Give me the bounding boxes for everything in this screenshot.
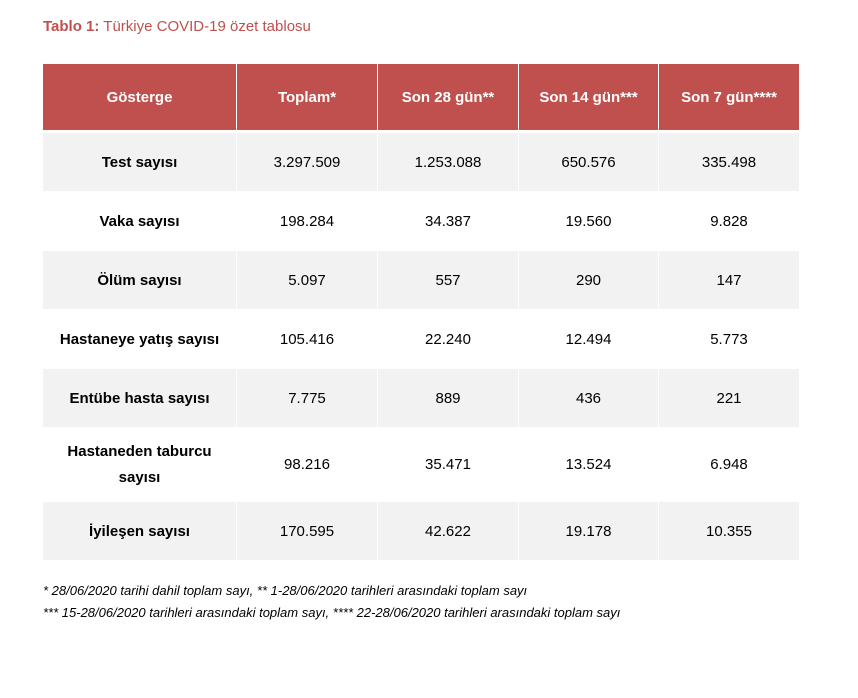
table-row (43, 132, 799, 191)
cell-total: 198.284 (236, 191, 377, 250)
table-row (43, 427, 799, 501)
cell-total: 5.097 (236, 250, 377, 309)
header-total: Toplam* (236, 64, 377, 132)
table-header-row (43, 64, 799, 132)
table-row (43, 501, 799, 560)
header-last-7-days: Son 7 gün**** (658, 64, 799, 132)
cell-total: 170.595 (236, 501, 377, 560)
cell-7-days: 9.828 (658, 191, 799, 250)
cell-14-days: 650.576 (518, 132, 658, 191)
table-caption (43, 18, 311, 35)
cell-28-days: 1.253.088 (377, 132, 518, 191)
cell-7-days: 147 (658, 250, 799, 309)
cell-total: 105.416 (236, 309, 377, 368)
row-label: Hastaneden taburcu sayısı (43, 427, 236, 501)
cell-28-days: 34.387 (377, 191, 518, 250)
cell-total: 7.775 (236, 368, 377, 427)
caption-label: Tablo 1: (43, 18, 100, 35)
covid-summary-table (43, 64, 799, 560)
cell-14-days: 436 (518, 368, 658, 427)
cell-14-days: 13.524 (518, 427, 658, 501)
footnote-line: *** 15-28/06/2020 tarihleri arasındaki toplam sayı, **** 22-28/06/2020 tarihleri arasındaki toplam sayı (43, 605, 621, 620)
cell-7-days: 335.498 (658, 132, 799, 191)
row-label: İyileşen sayısı (43, 501, 236, 560)
cell-7-days: 6.948 (658, 427, 799, 501)
header-indicator: Gösterge (43, 64, 236, 132)
cell-28-days: 889 (377, 368, 518, 427)
cell-14-days: 19.178 (518, 501, 658, 560)
table-row (43, 250, 799, 309)
cell-14-days: 19.560 (518, 191, 658, 250)
table-row (43, 309, 799, 368)
cell-total: 98.216 (236, 427, 377, 501)
cell-total: 3.297.509 (236, 132, 377, 191)
row-label: Ölüm sayısı (43, 250, 236, 309)
header-last-14-days: Son 14 gün*** (518, 64, 658, 132)
cell-7-days: 10.355 (658, 501, 799, 560)
cell-7-days: 5.773 (658, 309, 799, 368)
cell-14-days: 12.494 (518, 309, 658, 368)
header-last-28-days: Son 28 gün** (377, 64, 518, 132)
table-row (43, 368, 799, 427)
row-label: Vaka sayısı (43, 191, 236, 250)
row-label: Test sayısı (43, 132, 236, 191)
cell-14-days: 290 (518, 250, 658, 309)
cell-7-days: 221 (658, 368, 799, 427)
cell-28-days: 22.240 (377, 309, 518, 368)
cell-28-days: 557 (377, 250, 518, 309)
table-row (43, 191, 799, 250)
row-label: Hastaneye yatış sayısı (43, 309, 236, 368)
caption-text: Türkiye COVID-19 özet tablosu (103, 18, 311, 35)
row-label: Entübe hasta sayısı (43, 368, 236, 427)
cell-28-days: 42.622 (377, 501, 518, 560)
cell-28-days: 35.471 (377, 427, 518, 501)
table-footnotes (43, 580, 620, 624)
footnote-line: * 28/06/2020 tarihi dahil toplam sayı, ** 1-28/06/2020 tarihleri arasındaki toplam sayı (43, 583, 528, 598)
